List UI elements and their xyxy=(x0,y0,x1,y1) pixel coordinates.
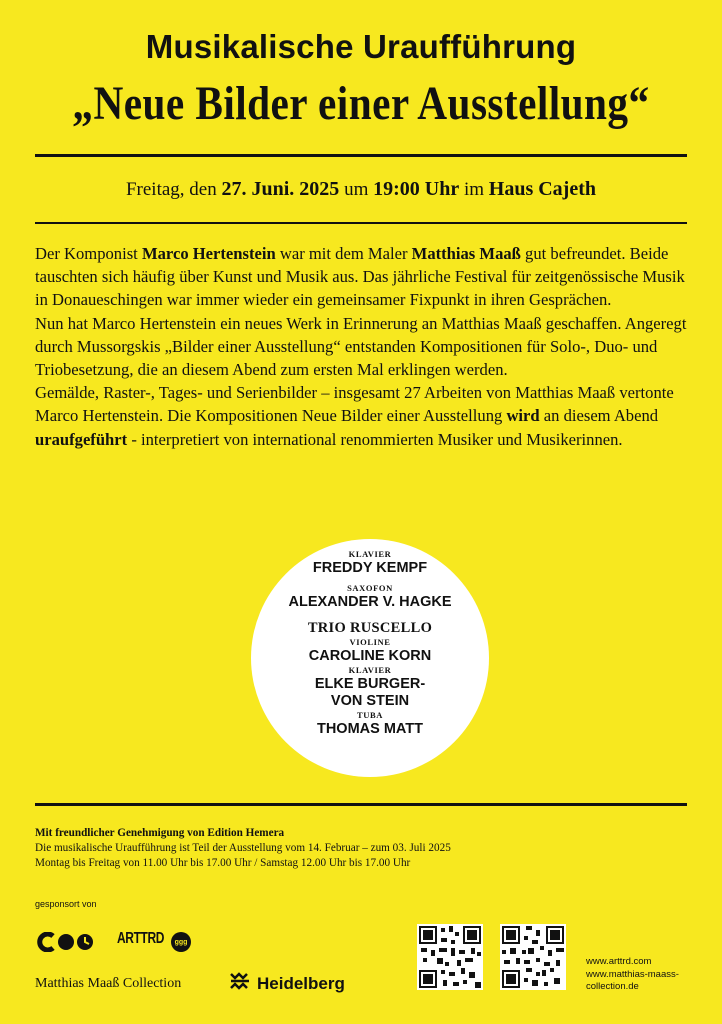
url-arttrd[interactable]: www.arttrd.com xyxy=(586,956,652,967)
intro-paragraph-3 xyxy=(35,381,695,451)
round-logo: ggg xyxy=(171,932,191,952)
exhibition-note: Die musikalische Uraufführung ist Teil der Ausstellung vom 14. Februar – zum 03. Juli 2025 xyxy=(35,842,451,854)
qr-code-icon[interactable] xyxy=(500,924,566,990)
url-collection-cont[interactable]: collection.de xyxy=(586,981,639,992)
opening-hours: Montag bis Freitag von 11.00 Uhr bis 17.00 Uhr / Samstag 12.00 Uhr bis 17.00 Uhr xyxy=(35,857,411,869)
divider-event xyxy=(35,222,687,224)
text: an diesem Abend xyxy=(539,406,659,426)
text: Gemälde, Raster-, Tages- und Serienbilder – insgesamt 27 Arbeiten von Matthias Maaß vertonte Marco Hertenstein. Die Kompositionen Neue Bilder einer Ausstellung xyxy=(35,383,674,426)
collection-name: Matthias Maaß Collection xyxy=(35,976,182,991)
cast-role: VIOLINE xyxy=(349,637,391,647)
headline-title: „Neue Bilder einer Ausstellung“ xyxy=(72,77,650,130)
divider-top xyxy=(35,154,687,157)
cast-role: KLAVIER xyxy=(348,665,392,675)
url-collection[interactable]: www.matthias-maass- xyxy=(586,968,679,980)
cast-name: ALEXANDER V. HAGKE xyxy=(288,594,452,610)
painter-name: Matthias Maaß xyxy=(411,244,521,263)
cast-name: CAROLINE KORN xyxy=(308,648,432,664)
event-date: 27. Juni. 2025 xyxy=(221,178,340,200)
intro-paragraph-1 xyxy=(35,242,695,312)
cast-name: ELKE BURGER- xyxy=(314,676,426,692)
cast-name: VON STEIN xyxy=(330,693,410,709)
event-im: im xyxy=(463,179,485,200)
heidelberg-logo-icon xyxy=(229,970,251,992)
footer-info xyxy=(35,826,695,871)
emphasis: uraufgeführt xyxy=(35,429,128,449)
cast-list xyxy=(251,549,489,738)
intro-paragraph-2: Nun hat Marco Hertenstein ein neues Werk in Erinnerung an Matthias Maaß geschaffen. Angeregt durch Mussorgskis „Bilder einer Ausstellung“ entstanden Kompositionen für Solo-, Duo- und Triobesetzung, die an diesem Abend zum ersten Mal erklingen werden. xyxy=(35,313,687,380)
qr-code-icon[interactable] xyxy=(417,924,483,990)
event-day: Freitag, den xyxy=(125,179,217,200)
arttrd-logo: ARTTRD xyxy=(117,930,165,947)
permission-note: Mit freundlicher Genehmigung von Edition Hemera xyxy=(35,827,285,839)
sponsor-label: gesponsort von xyxy=(35,899,97,909)
text: gut befreundet. Beide tauschten sich häufig über Kunst und Musik aus. Das jährliche Festival für zeitgenössische Musik in Donaueschingen war immer wieder ein gemeinsamer Fixpunkt in ihren Gesprächen. xyxy=(35,244,685,310)
text: - interpretiert von international renommierten Musiker und Musikerinnen. xyxy=(127,429,623,449)
divider-footer xyxy=(35,803,687,806)
cast-role: TUBA xyxy=(356,710,384,720)
event-date-line xyxy=(0,178,722,201)
coo-logo-icon xyxy=(35,932,99,952)
event-um: um xyxy=(344,179,369,200)
cast-role: KLAVIER xyxy=(348,549,392,559)
text: Der Komponist xyxy=(35,244,142,263)
cast-name: THOMAS MATT xyxy=(316,721,424,737)
ensemble-name: TRIO RUSCELLO xyxy=(307,620,433,636)
event-venue: Haus Cajeth xyxy=(488,178,596,200)
website-links xyxy=(586,956,679,994)
intro-text xyxy=(35,242,695,451)
text: war mit dem Maler xyxy=(275,244,412,263)
composer-name: Marco Hertenstein xyxy=(141,244,276,263)
event-time: 19:00 Uhr xyxy=(373,178,460,200)
cast-name: FREDDY KEMPF xyxy=(312,560,428,576)
cast-role: SAXOFON xyxy=(347,583,393,593)
headline-concert-type: Musikalische Uraufführung xyxy=(145,28,577,65)
heidelberg-logo-text: Heidelberg xyxy=(257,974,345,993)
emphasis: wird xyxy=(506,406,540,426)
